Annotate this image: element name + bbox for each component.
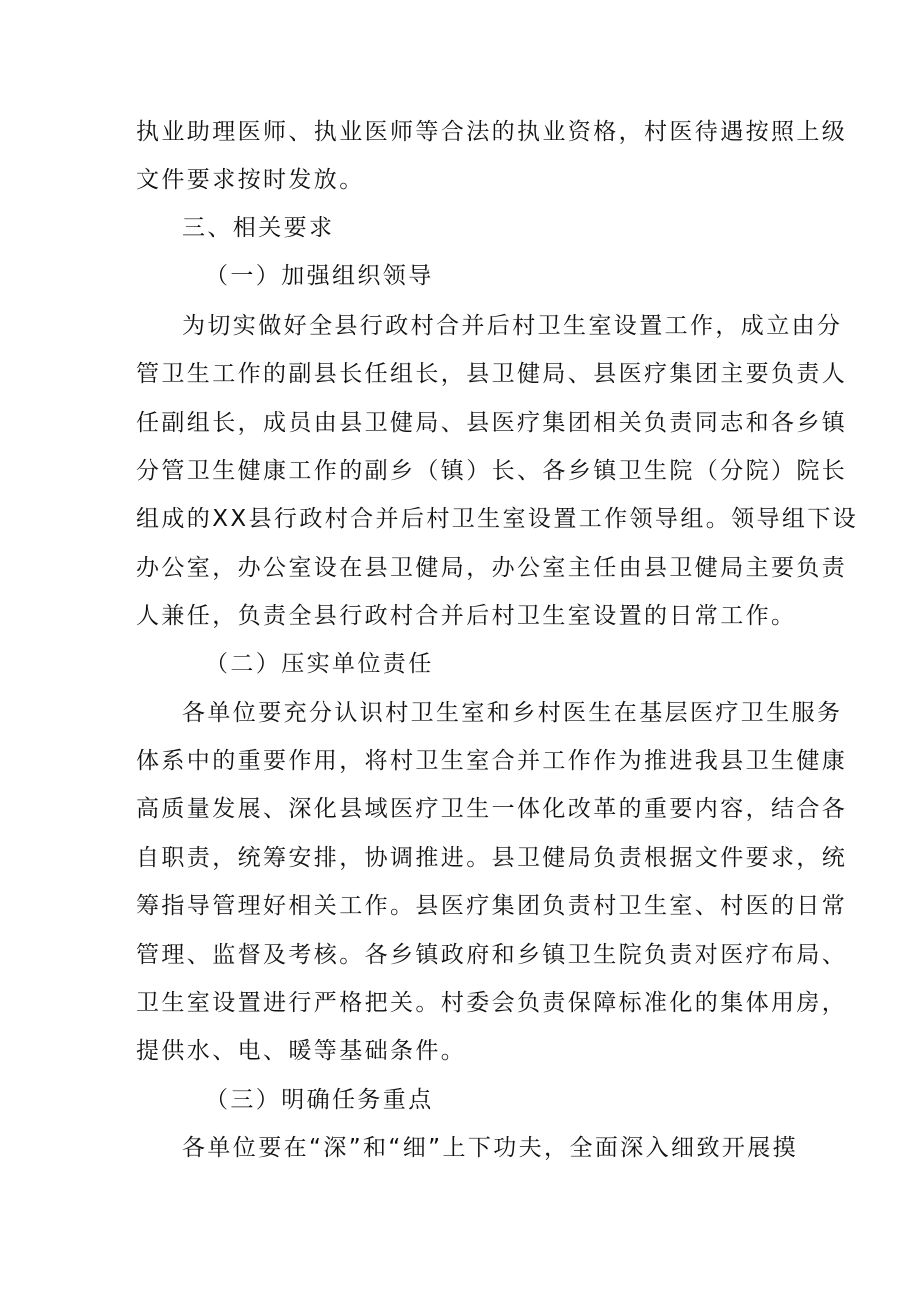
subsection-heading: （二）压实单位责任: [205, 651, 434, 677]
paragraph-line: 自职责，统筹安排，协调推进。县卫健局负责根据文件要求，统: [136, 845, 848, 871]
paragraph-line: 各单位要充分认识村卫生室和乡村医生在基层医疗卫生服务: [182, 700, 843, 726]
paragraph-line: 办公室，办公室设在县卫健局，办公室主任由县卫健局主要负责: [136, 555, 848, 581]
paragraph-line: 提供水、电、暖等基础条件。: [136, 1038, 467, 1064]
paragraph-line: 执业助理医师、执业医师等合法的执业资格，村医待遇按照上级: [136, 119, 848, 145]
paragraph-line: 卫生室设置进行严格把关。村委会负责保障标准化的集体用房，: [136, 990, 848, 1016]
subsection-heading: （三）明确任务重点: [205, 1087, 434, 1113]
subsection-heading: （一）加强组织领导: [205, 263, 434, 289]
paragraph-line: 筹指导管理好相关工作。县医疗集团负责村卫生室、村医的日常: [136, 893, 848, 919]
paragraph-line: 管卫生工作的副县长任组长，县卫健局、县医疗集团主要负责人: [136, 361, 848, 387]
section-heading: 三、相关要求: [182, 215, 335, 241]
paragraph-line: 任副组长，成员由县卫健局、县医疗集团相关负责同志和各乡镇: [136, 410, 848, 436]
paragraph-line: 各单位要在“深”和“细”上下功夫，全面深入细致开展摸: [182, 1135, 799, 1161]
paragraph-line: 管理、监督及考核。各乡镇政府和乡镇卫生院负责对医疗布局、: [136, 942, 848, 968]
paragraph-line: 组成的XX县行政村合并后村卫生室设置工作领导组。领导组下设: [136, 506, 859, 532]
paragraph-line: 分管卫生健康工作的副乡（镇）长、各乡镇卫生院（分院）院长: [136, 458, 848, 484]
paragraph-line: 高质量发展、深化县域医疗卫生一体化改革的重要内容，结合各: [136, 796, 848, 822]
paragraph-line: 文件要求按时发放。: [136, 167, 365, 193]
paragraph-line: 为切实做好全县行政村合并后村卫生室设置工作，成立由分: [182, 313, 843, 339]
paragraph-line: 人兼任，负责全县行政村合并后村卫生室设置的日常工作。: [136, 603, 797, 629]
paragraph-line: 体系中的重要作用，将村卫生室合并工作作为推进我县卫生健康: [136, 748, 848, 774]
